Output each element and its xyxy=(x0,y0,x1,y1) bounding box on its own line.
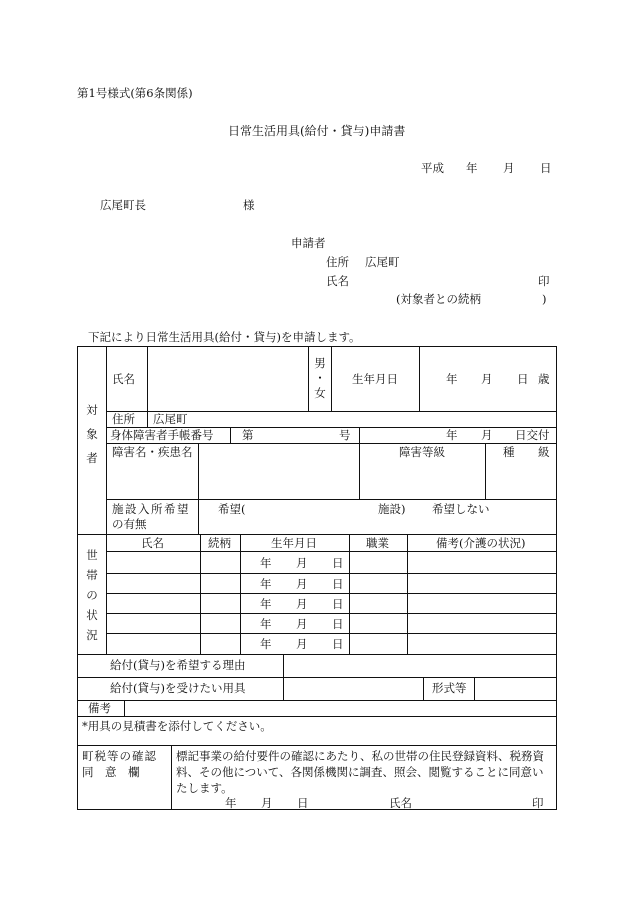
col-line xyxy=(147,411,148,427)
grade-level: 級 xyxy=(538,445,550,459)
row-line xyxy=(106,499,557,500)
grade-label: 障害等級 xyxy=(399,445,445,459)
handbook-dai: 第 xyxy=(242,428,254,442)
date-day-label: 日 xyxy=(540,161,552,175)
applicant-label: 申請者 xyxy=(291,236,326,250)
row-month: 月 xyxy=(296,617,308,631)
consent-label-2: 同 意 欄 xyxy=(82,765,140,779)
col-line xyxy=(359,427,360,499)
row-year: 年 xyxy=(260,617,272,631)
row-day: 日 xyxy=(332,577,344,591)
applicant-address-value: 広尾町 xyxy=(365,255,400,269)
consent-text-2: 料、その他について、各関係機関に調査、照会、閲覧することに同意い xyxy=(176,765,544,779)
disability-label: 障害名・疾患名 xyxy=(112,445,193,459)
handbook-go: 号 xyxy=(339,428,351,442)
col-line xyxy=(230,427,231,443)
facility-no: 希望しない xyxy=(432,502,490,516)
col-line xyxy=(283,654,284,700)
birth-year: 年 xyxy=(446,372,458,386)
row-year: 年 xyxy=(260,597,272,611)
row-line xyxy=(106,443,557,444)
subject-name-label: 氏名 xyxy=(112,372,135,386)
row-month: 月 xyxy=(296,577,308,591)
row-line xyxy=(106,573,557,574)
facility-wish: 希望( xyxy=(218,502,246,516)
row-year: 年 xyxy=(260,577,272,591)
consent-seal: 印 xyxy=(532,796,544,810)
row-line xyxy=(106,613,557,614)
col-header-relation: 続柄 xyxy=(208,536,231,550)
col-line xyxy=(106,346,107,654)
items-label: 給付(貸与)を受けたい用具 xyxy=(110,681,246,695)
col-header-remarks: 備考(介護の状況) xyxy=(436,536,526,550)
row-line xyxy=(77,677,557,678)
date-year-label: 年 xyxy=(466,161,478,175)
consent-text-3: たします。 xyxy=(176,781,233,795)
handbook-label: 身体障害者手帳番号 xyxy=(110,428,214,442)
grade-class: 種 xyxy=(503,445,515,459)
col-line xyxy=(200,534,201,654)
consent-text-1: 標記事業の給付要件の確認にあたり、私の世帯の住民登録資料、税務資 xyxy=(176,749,544,763)
subject-address-label: 住所 xyxy=(112,412,135,426)
facility-label: 施設入所希望 xyxy=(112,502,190,516)
col-line xyxy=(331,346,332,411)
applicant-address-label: 住所 xyxy=(326,255,349,269)
row-year: 年 xyxy=(260,637,272,651)
page-title: 日常生活用具(給付・貸与)申請書 xyxy=(228,124,406,138)
sex-label: 男 ・ 女 xyxy=(314,356,326,400)
row-year: 年 xyxy=(260,556,272,570)
col-line xyxy=(485,443,486,499)
consent-month: 月 xyxy=(261,796,273,810)
col-line xyxy=(198,499,199,534)
facility-label-2: の有無 xyxy=(112,517,147,531)
col-line xyxy=(147,346,148,411)
subject-address-value: 広尾町 xyxy=(153,412,188,426)
issue-day-label: 日交付 xyxy=(515,428,550,442)
row-month: 月 xyxy=(296,637,308,651)
col-line xyxy=(423,677,424,700)
reason-label: 給付(貸与)を希望する理由 xyxy=(110,658,246,672)
row-month: 月 xyxy=(296,556,308,570)
row-line xyxy=(106,633,557,634)
col-line xyxy=(240,534,241,654)
row-line xyxy=(77,745,557,746)
honorific: 様 xyxy=(243,198,255,212)
col-line xyxy=(419,346,420,411)
row-line xyxy=(77,534,557,535)
col-line xyxy=(124,700,125,716)
issue-month: 月 xyxy=(481,428,493,442)
age-label: 歳 xyxy=(538,372,550,386)
relation-open: (対象者との続柄 xyxy=(396,292,481,306)
row-day: 日 xyxy=(332,556,344,570)
application-table xyxy=(77,346,557,810)
applicant-name-label: 氏名 xyxy=(326,274,349,288)
col-header-job: 職業 xyxy=(366,536,389,550)
row-line xyxy=(77,700,557,701)
addressee: 広尾町長 xyxy=(100,198,146,212)
col-line xyxy=(198,443,199,499)
col-header-birth: 生年月日 xyxy=(271,536,317,550)
row-line xyxy=(77,654,557,655)
row-day: 日 xyxy=(332,597,344,611)
relation-close: ) xyxy=(542,292,547,306)
col-line xyxy=(407,534,408,654)
form-number: 第1号様式(第6条関係) xyxy=(77,86,193,100)
issue-year: 年 xyxy=(446,428,458,442)
row-line xyxy=(106,593,557,594)
row-day: 日 xyxy=(332,617,344,631)
consent-day: 日 xyxy=(297,796,309,810)
row-line xyxy=(106,551,557,552)
col-line xyxy=(171,745,172,810)
col-line xyxy=(308,346,309,411)
consent-year: 年 xyxy=(225,796,237,810)
attachment-note: *用具の見積書を添付してください。 xyxy=(82,719,272,733)
applicant-seal: 印 xyxy=(538,274,550,288)
date-month-label: 月 xyxy=(503,161,515,175)
birth-month: 月 xyxy=(481,372,493,386)
birth-day: 日 xyxy=(517,372,529,386)
col-header-name: 氏名 xyxy=(141,536,164,550)
birth-label: 生年月日 xyxy=(352,372,398,386)
date-era: 平成 xyxy=(421,161,444,175)
row-day: 日 xyxy=(332,637,344,651)
household-section-label: 世 帯 の 状 況 xyxy=(86,548,98,642)
model-label: 形式等 xyxy=(432,681,467,695)
facility-close: 施設) xyxy=(378,502,406,516)
subject-section-label: 対 象 者 xyxy=(86,403,98,465)
intro-text: 下記により日常生活用具(給付・貸与)を申請します。 xyxy=(88,330,361,344)
row-line xyxy=(77,716,557,717)
col-line xyxy=(474,677,475,700)
row-month: 月 xyxy=(296,597,308,611)
consent-name-label: 氏名 xyxy=(389,796,412,810)
remarks-label: 備考 xyxy=(88,701,111,715)
consent-label: 町税等の確認 xyxy=(82,749,157,763)
col-line xyxy=(349,534,350,654)
